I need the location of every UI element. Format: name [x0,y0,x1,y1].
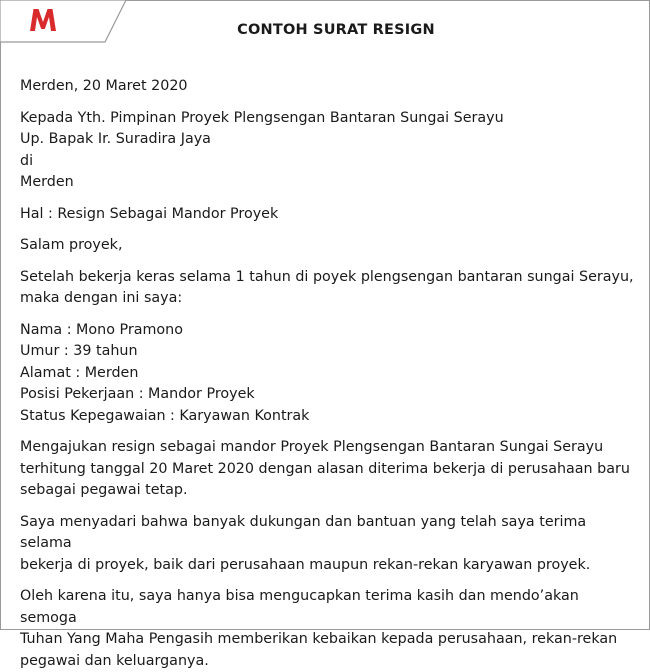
paragraph-line: Saya menyadari bahwa banyak dukungan dan bantuan yang telah saya terima selama [20,512,640,555]
page-title: CONTOH SURAT RESIGN [0,22,650,38]
recipient-line: Kepada Yth. Pimpinan Proyek Plengsengan Bantaran Sungai Serayu [20,108,640,130]
paragraph-line: terhitung tanggal 20 Maret 2020 dengan alasan diterima bekerja di perusahaan baru [20,459,640,481]
recipient-line: Up. Bapak Ir. Suradira Jaya [20,129,640,151]
identity-line: Status Kepegawaian : Karyawan Kontrak [20,406,640,428]
intro-line: maka dengan ini saya: [20,288,640,310]
identity-line: Umur : 39 tahun [20,341,640,363]
intro-line: Setelah bekerja keras selama 1 tahun di poyek plengsengan bantaran sungai Serayu, [20,267,640,289]
recipient-line: di [20,151,640,173]
identity-line: Nama : Mono Pramono [20,320,640,342]
paragraph-line: pegawai dan keluarganya. [20,651,640,672]
paragraph-line: Tuhan Yang Maha Pengasih memberikan kebaikan kepada perusahaan, rekan-rekan [20,629,640,651]
place-date: Merden, 20 Maret 2020 [20,76,640,98]
paragraph-line: bekerja di proyek, baik dari perusahaan maupun rekan-rekan karyawan proyek. [20,555,640,577]
recipient-line: Merden [20,172,640,194]
paragraph-line: sebagai pegawai tetap. [20,480,640,502]
paragraph-line: Mengajukan resign sebagai mandor Proyek Plengsengan Bantaran Sungai Serayu [20,437,640,459]
identity-line: Alamat : Merden [20,363,640,385]
subject-line: Hal : Resign Sebagai Mandor Proyek [20,204,640,226]
paragraph-line: Oleh karena itu, saya hanya bisa mengucapkan terima kasih dan mendo’akan semoga [20,586,640,629]
identity-line: Posisi Pekerjaan : Mandor Proyek [20,384,640,406]
letter-body [20,76,640,672]
greeting: Salam proyek, [20,235,640,257]
